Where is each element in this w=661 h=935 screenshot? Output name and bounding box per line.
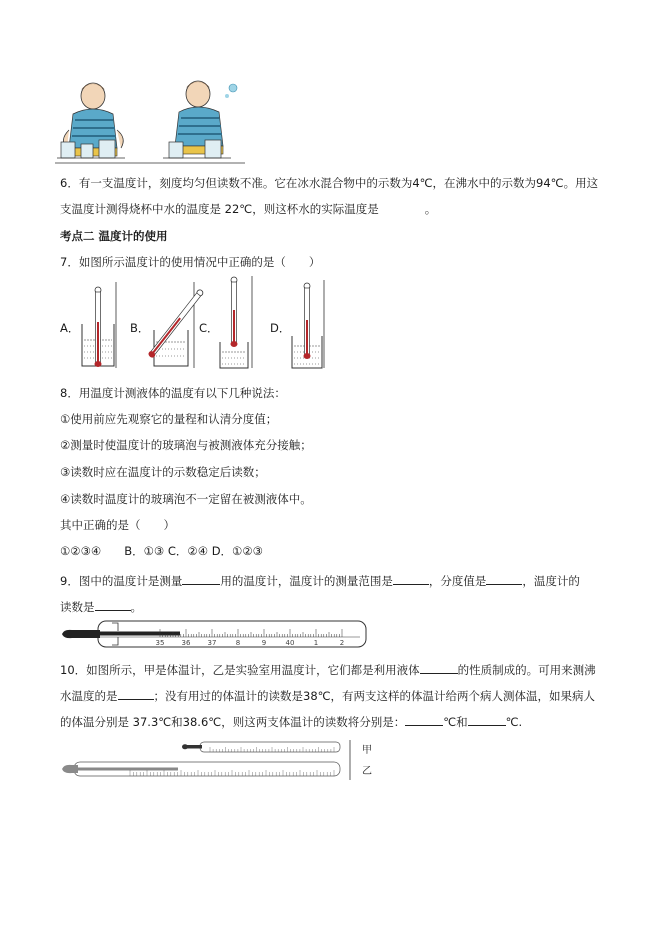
section2-title: 考点二 温度计的使用 [60,229,168,243]
q9-scale-label: 1 [313,639,319,647]
q10-thermometer-yi [62,762,340,776]
q9-scale-label: 2 [339,639,345,647]
q8-statement-3: ③读数时应在温度计的示数稳定后读数； [60,465,266,479]
q10-label-yi: 乙 [362,766,372,777]
q10-thermometers-figure [60,740,360,782]
q9-scale-label: 9 [261,639,267,647]
q9-blank-purpose [182,572,220,585]
q10-line2 [60,687,595,704]
q8-stem: 8．用温度计测液体的温度有以下几种说法： [60,386,286,400]
q7-option-a-label: A． [60,321,80,335]
q10-thermometer-jia [182,742,340,752]
q9-blank-reading [95,598,131,611]
q9-text-b: 用的温度计，温度计的测量范围是 [220,574,393,588]
q9-scale-label: 37 [207,639,217,647]
q9-text-e: 读数是 [60,600,95,614]
q8-statement-1: ①使用前应先观察它的量程和认清分度值； [60,412,278,426]
q10-text-g: ℃. [505,715,523,729]
q10-blank-which [118,687,154,700]
q9-blank-range [393,572,429,585]
q9-scale-label: 36 [181,639,191,647]
q9-text-c: ，分度值是 [428,574,487,588]
q9-thermometer-figure [60,619,370,649]
q7-figure-a [78,282,124,372]
q6-text-1: 6．有一支温度计，刻度均匀但读数不准。它在冰水混合物中的示数为4℃，在沸水中的示数为94℃。用这 [60,176,599,190]
q10-text-e: 的体温分别是 37.3℃和38.6℃，则这两支体温计的读数将分别是： [60,715,406,729]
q7-option-b-label: B． [130,321,150,335]
q7-option-c-label: C． [199,321,219,335]
q7-figure-c [216,276,262,372]
q10-text-d: ；没有用过的体温计的读数是38℃，有两支这样的体温计给两个病人测体温，如果病人 [153,689,596,703]
q10-label-jia: 甲 [362,745,372,756]
q7-figure-b [148,282,198,372]
q9-text-d: ，温度计的 [522,574,580,588]
q6-line2 [60,201,436,217]
q8-statement-2: ②测量时使温度计的玻璃泡与被测液体充分接触； [60,438,312,452]
q9-scale-label: 40 [285,639,295,647]
q10-blank-reading-1 [405,713,443,726]
q9-line2 [60,598,142,615]
q7-option-d-label: D． [270,321,291,335]
q9-line1 [60,572,580,589]
boys-experiment-figure [55,78,250,166]
q9-text-f: 。 [130,600,142,614]
q10-blank-reading-2 [468,713,506,726]
q9-scale-label: 8 [235,639,241,647]
q6-text-2: 支温度计测得烧杯中水的温度是 22℃，则这杯水的实际温度是 [60,202,379,216]
q9-text-a: 9．图中的温度计是测量 [60,574,183,588]
q10-text-b: 的性质制成的。可用来测沸 [457,663,596,677]
q10-text-f: ℃和 [443,715,468,729]
q10-blank-property [420,661,458,674]
q10-line3 [60,713,522,730]
q8-statement-4: ④读数时温度计的玻璃泡不一定留在被测液体中。 [60,492,312,506]
q8-choices: ①②③④ B．①③ C．②④ D．①②③ [60,544,263,558]
q6-line1 [60,175,598,191]
q9-scale-label: 35 [155,639,165,647]
q7-stem: 7．如图所示温度计的使用情况中正确的是（ ） [60,255,321,269]
q7-figure-d [286,280,332,372]
q8-ask: 其中正确的是（ ） [60,518,175,532]
q9-blank-division [486,572,522,585]
q10-text-c: 水温度的是 [60,689,118,703]
q10-line1 [60,661,596,678]
q6-text-3: 。 [424,202,437,216]
q10-text-a: 10．如图所示，甲是体温计，乙是实验室用温度计，它们都是利用液体 [60,663,420,677]
